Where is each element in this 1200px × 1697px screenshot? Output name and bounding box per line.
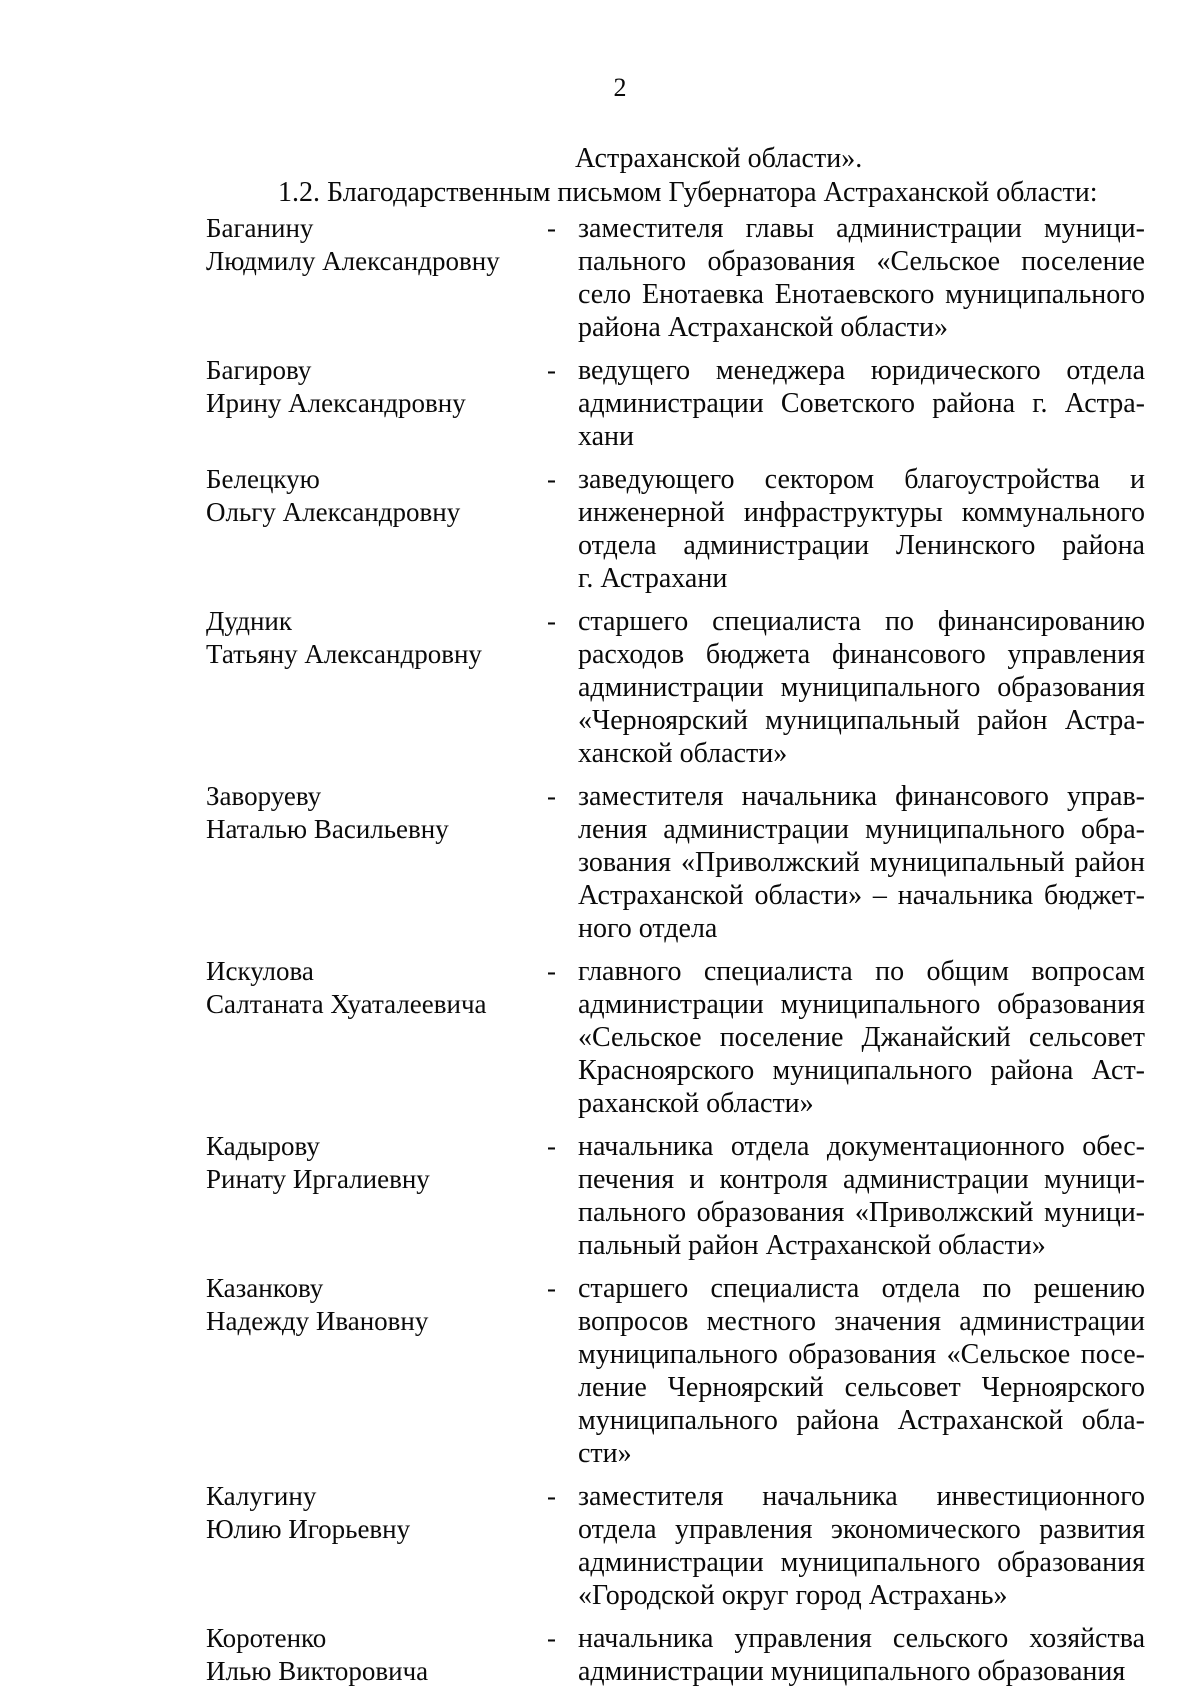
awardee-position-line: зования «Приволжский муниципальный район xyxy=(578,847,1145,878)
awardee-entry xyxy=(0,780,1200,945)
entry-dash: - xyxy=(547,1623,556,1653)
awardee-name-line: Багирову xyxy=(206,355,312,385)
awardee-name-line: Ольгу Александровну xyxy=(206,497,461,527)
entry-dash: - xyxy=(547,606,556,636)
awardee-position-line: администрации Советского района г. Астра- xyxy=(578,388,1145,419)
awardee-entry xyxy=(0,955,1200,1120)
awardee-name-line: Салтаната Хуаталеевича xyxy=(206,989,487,1019)
awardee-name-line: Искулова xyxy=(206,956,314,986)
awardee-entry xyxy=(0,1480,1200,1612)
entry-dash: - xyxy=(547,1131,556,1161)
awardee-position-line: старшего специалиста по финансированию xyxy=(578,606,1145,637)
awardee-position-line: заведующего сектором благоустройства и xyxy=(578,464,1145,495)
awardee-position-line: заместителя начальника инвестиционного xyxy=(578,1481,1145,1512)
awardee-name xyxy=(206,463,536,529)
awardee-name-line: Людмилу Александровну xyxy=(206,246,500,276)
awardee-position-line: инженерной инфраструктуры коммунального xyxy=(578,497,1145,528)
awardee-position-line: хани xyxy=(578,421,635,452)
awardee-position xyxy=(578,1272,1145,1470)
awardee-position-line: пальный район Астраханской области» xyxy=(578,1230,1046,1261)
awardee-position-line: сти» xyxy=(578,1438,632,1469)
entry-dash: - xyxy=(547,781,556,811)
awardee-name xyxy=(206,354,536,420)
awardee-name-line: Калугину xyxy=(206,1481,317,1511)
awardee-position-line: пального образования «Сельское поселение xyxy=(578,246,1145,277)
entry-dash: - xyxy=(547,355,556,385)
awardee-name-line: Ирину Александровну xyxy=(206,388,466,418)
awardee-position-line: отдела администрации Ленинского района xyxy=(578,530,1145,561)
awardee-position-line: муниципального района Астраханской обла- xyxy=(578,1405,1145,1436)
awardee-position-line: село Енотаевка Енотаевского муниципального xyxy=(578,279,1145,310)
entry-dash: - xyxy=(547,1481,556,1511)
awardee-position-line: Астраханской области» – начальника бюджет- xyxy=(578,880,1145,911)
awardee-position xyxy=(578,463,1145,595)
awardee-name-line: Татьяну Александровну xyxy=(206,639,482,669)
awardee-name xyxy=(206,955,536,1021)
awardee-name xyxy=(206,1130,536,1196)
awardee-name-line: Наталью Васильевну xyxy=(206,814,449,844)
awardee-position-line: пального образования «Приволжский муници- xyxy=(578,1197,1145,1228)
awardee-entry xyxy=(0,1272,1200,1470)
awardee-entry xyxy=(0,463,1200,595)
awardee-position-line: расходов бюджета финансового управления xyxy=(578,639,1145,670)
awardee-position xyxy=(578,1622,1145,1688)
awardee-name-line: Кадырову xyxy=(206,1131,320,1161)
awardee-position-line: муниципального образования «Сельское посе- xyxy=(578,1339,1145,1370)
awardee-position-line: ление Черноярский сельсовет Черноярского xyxy=(578,1372,1145,1403)
awardee-position-line: ного отдела xyxy=(578,913,718,944)
awardee-name xyxy=(206,1622,536,1688)
awardee-position xyxy=(578,1480,1145,1612)
awardee-name-line: Заворуеву xyxy=(206,781,322,811)
awardee-position-line: администрации муниципального образования xyxy=(578,1547,1145,1578)
awardee-name-line: Илью Викторовича xyxy=(206,1656,429,1686)
awardee-position xyxy=(578,212,1145,344)
awardee-name xyxy=(206,780,536,846)
awardee-position-line: «Сельское поселение Джанайский сельсовет xyxy=(578,1022,1145,1053)
section-heading: 1.2. Благодарственным письмом Губернатора Астраханской области: xyxy=(278,177,1098,208)
awardee-position-line: администрации муниципального образования xyxy=(578,672,1145,703)
awardee-position-line: ведущего менеджера юридического отдела xyxy=(578,355,1145,386)
awardee-entry xyxy=(0,1622,1200,1688)
awardee-name-line: Баганину xyxy=(206,213,314,243)
awardee-position-line: отдела управления экономического развития xyxy=(578,1514,1145,1545)
awardee-entry xyxy=(0,605,1200,770)
awardee-position-line: вопросов местного значения администрации xyxy=(578,1306,1145,1337)
awardee-position xyxy=(578,605,1145,770)
awardee-position-line: г. Астрахани xyxy=(578,563,728,594)
awardee-name-line: Белецкую xyxy=(206,464,320,494)
entry-dash: - xyxy=(547,464,556,494)
awardee-position-line: заместителя начальника финансового управ- xyxy=(578,781,1145,812)
awardee-entry xyxy=(0,354,1200,453)
awardee-name-line: Надежду Ивановну xyxy=(206,1306,429,1336)
page-number: 2 xyxy=(613,73,627,102)
awardee-entry xyxy=(0,212,1200,344)
entry-dash: - xyxy=(547,213,556,243)
entry-dash: - xyxy=(547,1273,556,1303)
awardee-entry xyxy=(0,1130,1200,1262)
awardee-position-line: печения и контроля администрации муници- xyxy=(578,1164,1145,1195)
awardee-position xyxy=(578,1130,1145,1262)
awardee-list xyxy=(0,212,1200,1688)
awardee-position-line: района Астраханской области» xyxy=(578,312,949,343)
awardee-position-line: «Черноярский муниципальный район Астра- xyxy=(578,705,1145,736)
entry-dash: - xyxy=(547,956,556,986)
awardee-name-line: Дудник xyxy=(206,606,292,636)
awardee-name xyxy=(206,1480,536,1546)
awardee-position-line: раханской области» xyxy=(578,1088,814,1119)
awardee-position-line: главного специалиста по общим вопросам xyxy=(578,956,1145,987)
awardee-position-line: Красноярского муниципального района Аст- xyxy=(578,1055,1145,1086)
awardee-name-line: Коротенко xyxy=(206,1623,327,1653)
awardee-position-line: ления администрации муниципального обра- xyxy=(578,814,1145,845)
awardee-position xyxy=(578,955,1145,1120)
awardee-name-line: Ринату Иргалиевну xyxy=(206,1164,430,1194)
awardee-position-line: заместителя главы администрации муници- xyxy=(578,213,1145,244)
awardee-name-line: Казанкову xyxy=(206,1273,324,1303)
awardee-position-line: администрации муниципального образования xyxy=(578,1656,1126,1687)
awardee-name-line: Юлию Игорьевну xyxy=(206,1514,411,1544)
awardee-name xyxy=(206,212,536,278)
awardee-position-line: начальника управления сельского хозяйства xyxy=(578,1623,1145,1654)
awardee-position-line: начальника отдела документационного обес- xyxy=(578,1131,1145,1162)
awardee-position xyxy=(578,354,1145,453)
awardee-name xyxy=(206,605,536,671)
awardee-position-line: старшего специалиста отдела по решению xyxy=(578,1273,1145,1304)
awardee-name xyxy=(206,1272,536,1338)
awardee-position xyxy=(578,780,1145,945)
awardee-position-line: администрации муниципального образования xyxy=(578,989,1145,1020)
continuation-text: Астраханской области». xyxy=(575,143,863,174)
awardee-position-line: «Городской округ город Астрахань» xyxy=(578,1580,1008,1611)
awardee-position-line: ханской области» xyxy=(578,738,788,769)
